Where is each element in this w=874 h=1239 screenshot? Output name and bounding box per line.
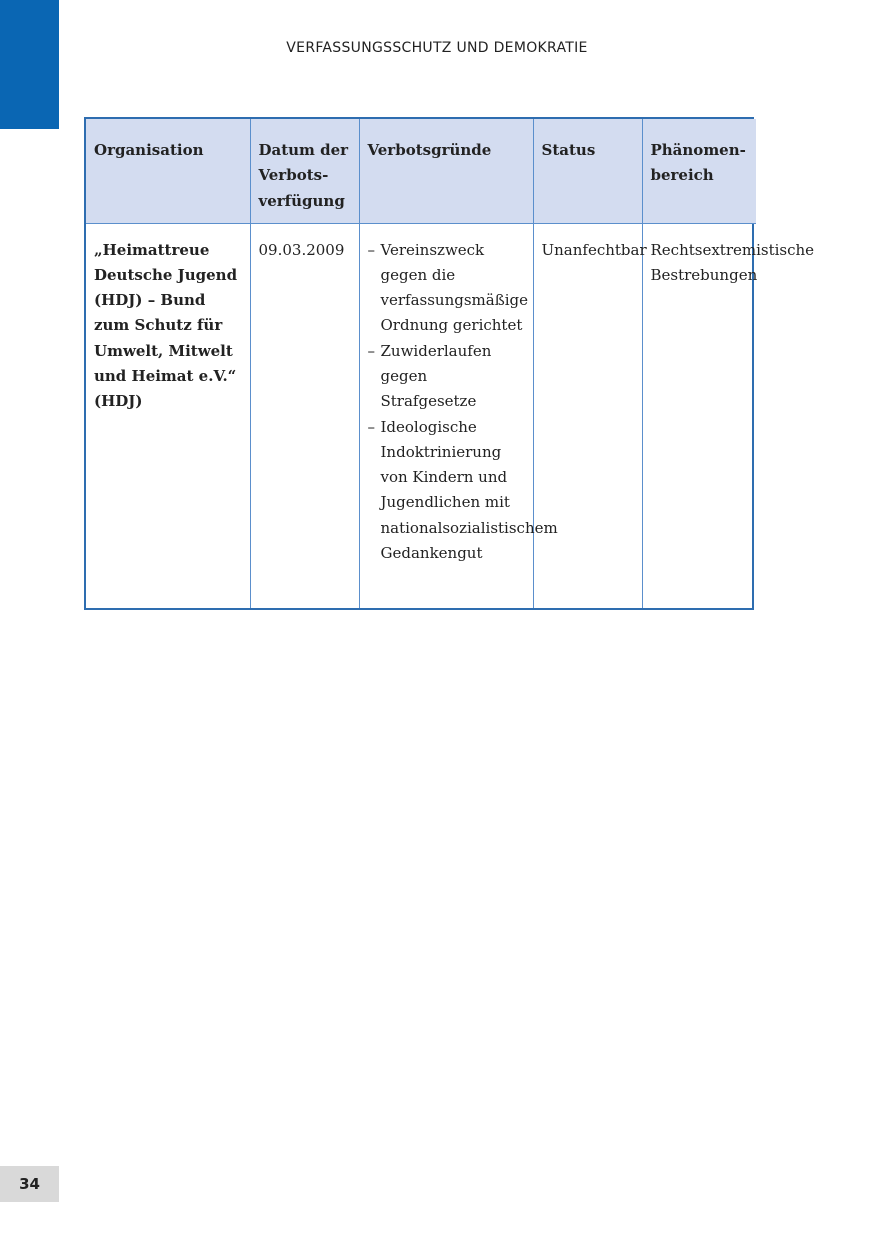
reason-item: – Vereinszweck gegen die verfassungsmäßige Ordnung gerichtet [368,238,527,339]
chapter-color-tab [0,0,59,129]
table-header-row [86,119,756,223]
table-row [86,223,756,608]
area-cell: Rechtsextremistische Bestrebungen [642,223,756,608]
column-header-organisation: Organisation [86,119,250,223]
organisation-cell: „Heimattreue Deutsche Jugend (HDJ) – Bund zum Schutz für Umwelt, Mitwelt und Heimat e.V.“ (HDJ) [94,240,238,411]
page-number: 34 [0,1166,59,1202]
column-header-date: Datum der Verbots-verfügung [250,119,359,223]
column-header-status: Status [533,119,642,223]
reason-item: – Ideologische Indoktrinierung von Kindern und Jugendlichen mit nationalsozialistischem Gedankengut [368,415,527,567]
reason-item: – Zuwiderlaufen gegen Strafgesetze [368,339,527,415]
date-cell: 09.03.2009 [250,223,359,608]
ban-table [84,117,815,610]
column-header-area: Phänomen-bereich [642,119,756,223]
reasons-cell [359,223,558,608]
reasons-list [368,238,558,567]
column-header-reasons: Verbotsgründe [359,119,533,223]
running-header: VERFASSUNGSSCHUTZ UND DEMOKRATIE [286,40,588,56]
status-cell: Unanfechtbar [533,223,642,608]
